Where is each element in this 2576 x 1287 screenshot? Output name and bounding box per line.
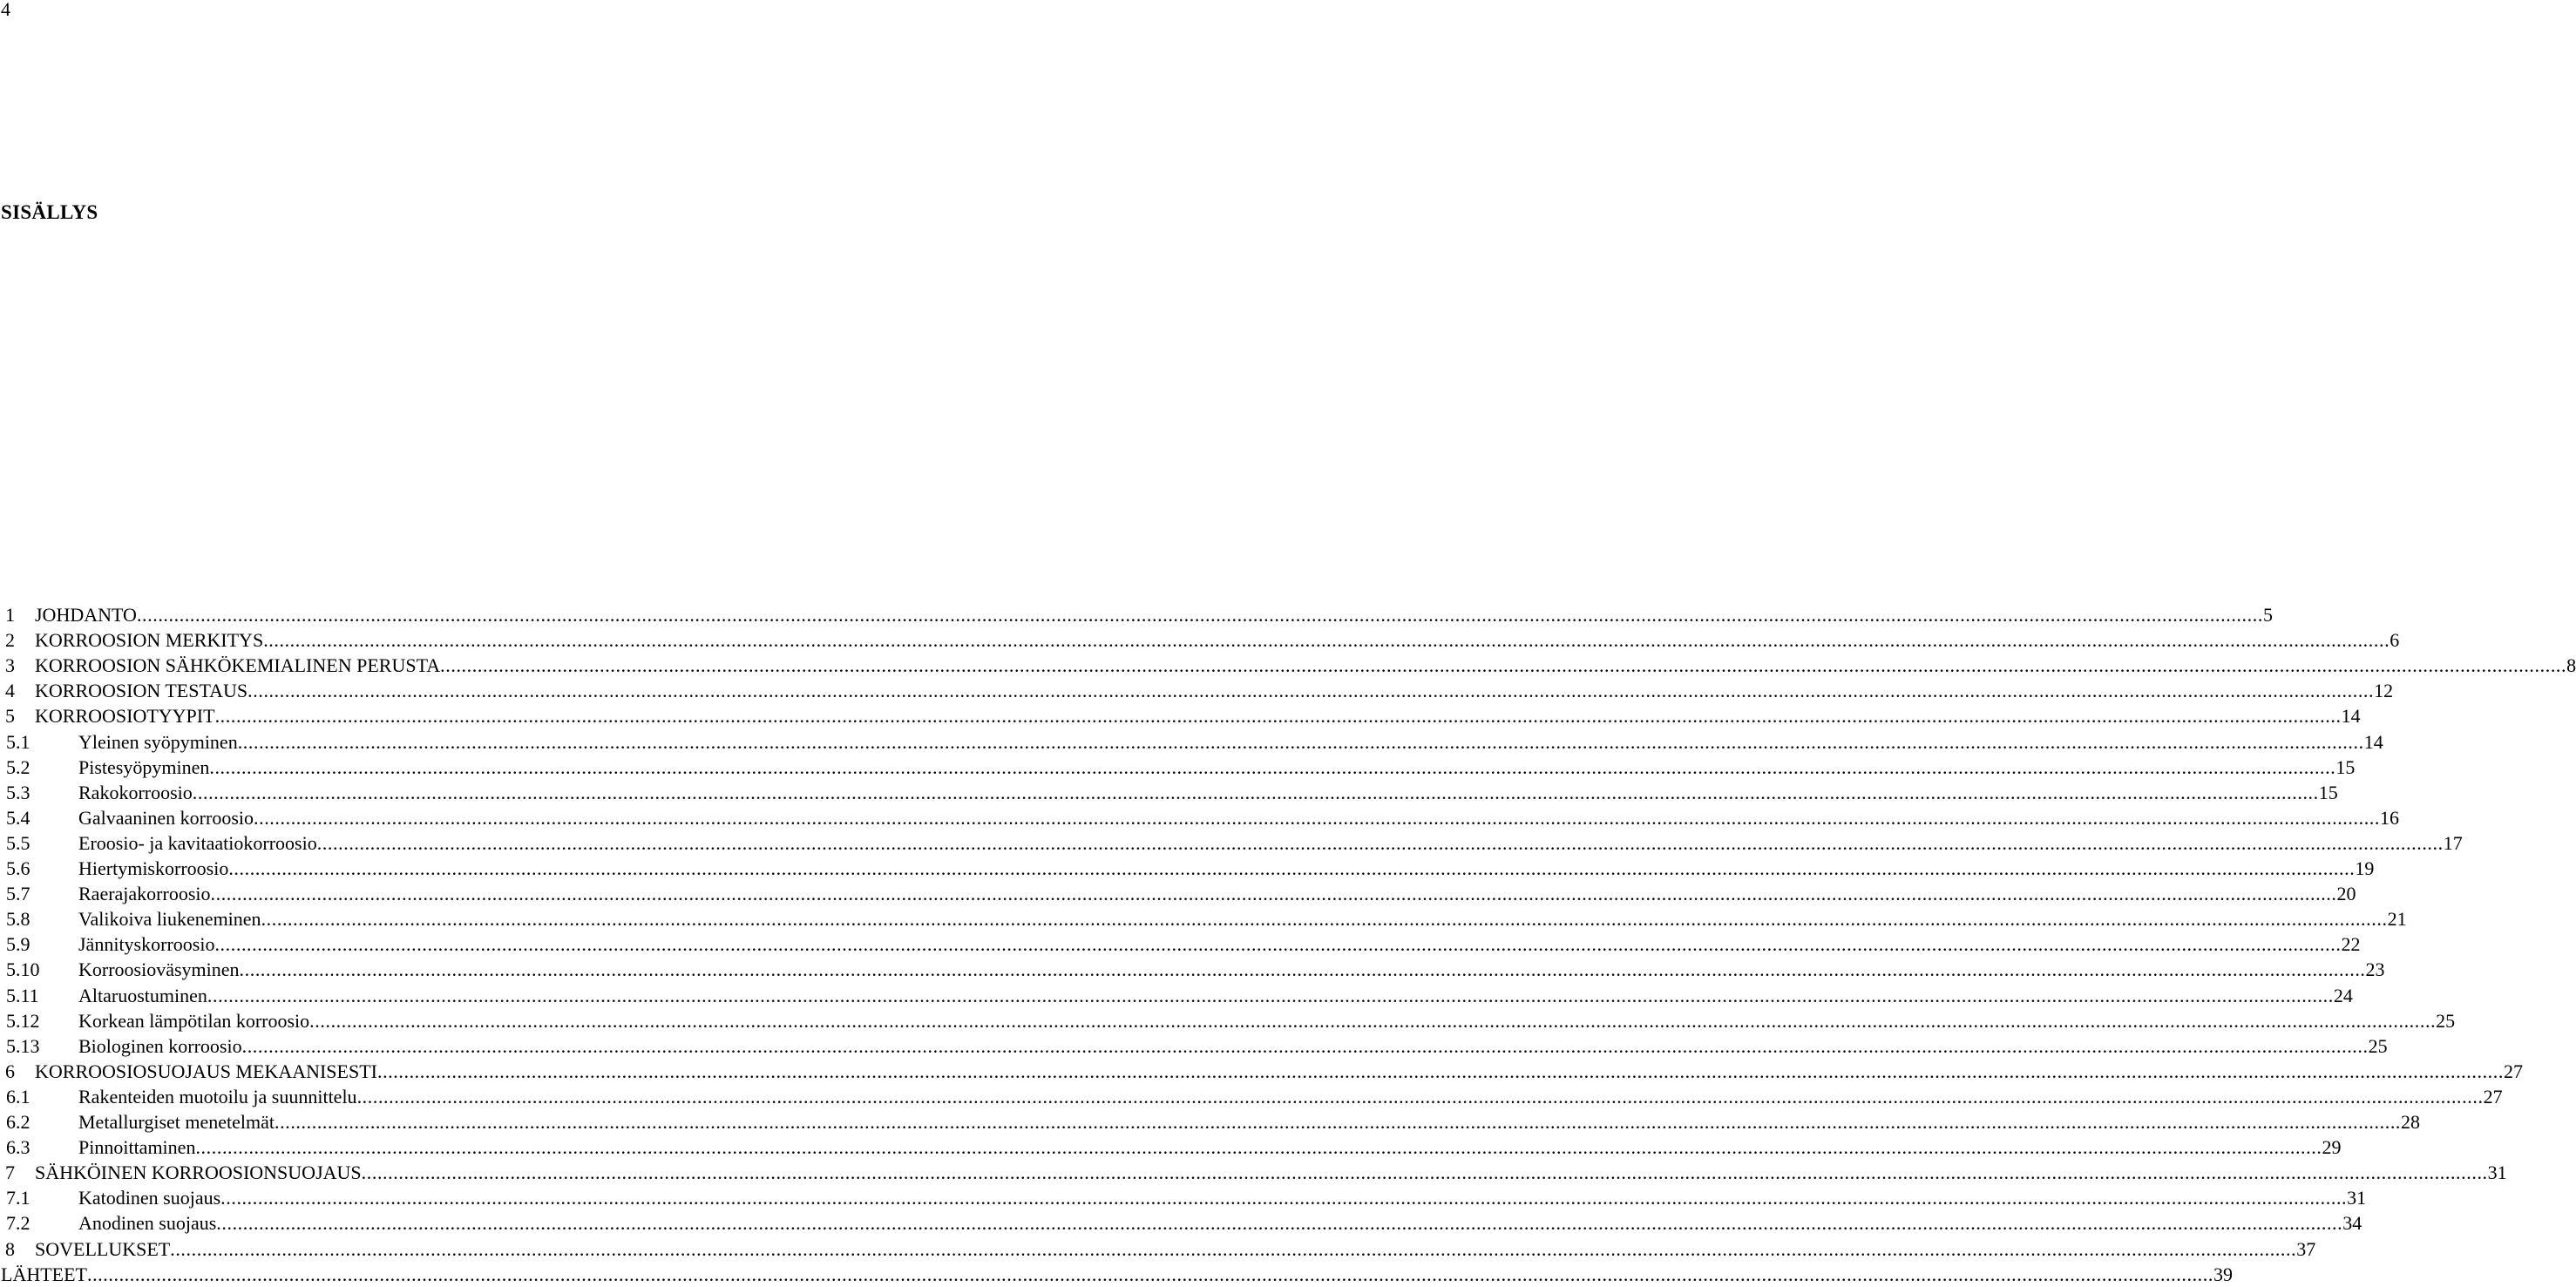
dot-leader: ................................................................................................................................................................................................................................................................................................................................................................................................................ xyxy=(440,654,2567,677)
dot-leader: ................................................................................................................................................................................................................................................................................................................................................................................................................ xyxy=(216,1212,2343,1235)
dot-leader: ................................................................................................................................................................................................................................................................................................................................................................................................................ xyxy=(241,1034,2369,1057)
toc-entry-number: 5.2 xyxy=(6,755,31,778)
page-number: 4 xyxy=(1,0,10,20)
toc-entry-number: 5.10 xyxy=(6,958,40,981)
toc-entry-page: 19 xyxy=(2355,857,2375,879)
toc-entry-label: Altaruostuminen xyxy=(78,984,207,1006)
toc-entry[interactable] xyxy=(0,983,2353,1008)
dot-leader: ................................................................................................................................................................................................................................................................................................................................................................................................................ xyxy=(275,1111,2402,1133)
toc-entry[interactable] xyxy=(0,627,2400,653)
toc-entry-label: Jännityskorroosio xyxy=(78,933,215,956)
toc-entry-label: Anodinen suojaus xyxy=(78,1212,217,1235)
toc-entry[interactable] xyxy=(0,1033,2388,1059)
dot-leader: ................................................................................................................................................................................................................................................................................................................................................................................................................ xyxy=(86,1263,2213,1285)
toc-entry-page: 21 xyxy=(2387,908,2407,931)
toc-entry[interactable] xyxy=(0,1084,2503,1109)
toc-entry[interactable] xyxy=(0,906,2407,931)
toc-entry-page: 23 xyxy=(2365,958,2385,981)
toc-entry[interactable] xyxy=(0,1262,2233,1287)
toc-entry-number: 7.1 xyxy=(6,1187,31,1209)
toc-heading: SISÄLLYS xyxy=(1,201,98,223)
toc-entry-page: 27 xyxy=(2503,1060,2523,1082)
dot-leader: ................................................................................................................................................................................................................................................................................................................................................................................................................ xyxy=(214,705,2342,728)
dot-leader: ................................................................................................................................................................................................................................................................................................................................................................................................................ xyxy=(170,1237,2297,1260)
toc-entry-page: 20 xyxy=(2336,883,2356,905)
toc-entry-page: 34 xyxy=(2342,1212,2362,1235)
toc-entry[interactable] xyxy=(0,1160,2507,1185)
toc-entry-page: 14 xyxy=(2341,705,2361,728)
toc-entry-label: Pinnoittaminen xyxy=(78,1136,196,1159)
dot-leader: ................................................................................................................................................................................................................................................................................................................................................................................................................ xyxy=(209,755,2336,778)
toc-entry-page: 12 xyxy=(2374,680,2394,702)
toc-entry-label: Raerajakorroosio xyxy=(78,883,211,905)
dot-leader: ................................................................................................................................................................................................................................................................................................................................................................................................................ xyxy=(263,629,2390,652)
toc-entry-page: 37 xyxy=(2296,1237,2316,1260)
dot-leader: ................................................................................................................................................................................................................................................................................................................................................................................................................ xyxy=(309,1009,2437,1032)
dot-leader: ................................................................................................................................................................................................................................................................................................................................................................................................................ xyxy=(316,831,2444,854)
toc-entry-number: 5.1 xyxy=(6,730,31,753)
toc-entry-number: 5.4 xyxy=(6,806,31,829)
toc-entry-page: 27 xyxy=(2483,1085,2503,1107)
toc-entry-label: Metallurgiset menetelmät xyxy=(78,1111,275,1133)
toc-entry-page: 16 xyxy=(2380,806,2399,829)
toc-entry[interactable] xyxy=(0,1135,2342,1160)
dot-leader: ................................................................................................................................................................................................................................................................................................................................................................................................................ xyxy=(254,806,2380,829)
dot-leader: ................................................................................................................................................................................................................................................................................................................................................................................................................ xyxy=(356,1085,2484,1107)
dot-leader: ................................................................................................................................................................................................................................................................................................................................................................................................................ xyxy=(210,883,2337,905)
toc-entry-page: 17 xyxy=(2443,831,2463,854)
dot-leader: ................................................................................................................................................................................................................................................................................................................................................................................................................ xyxy=(192,781,2319,803)
toc-entry-label: Korroosioväsyminen xyxy=(78,958,240,981)
toc-entry-label: KORROOSION TESTAUS xyxy=(35,680,248,702)
toc-entry[interactable] xyxy=(0,729,2383,755)
toc-entry-number: 4 xyxy=(5,680,15,702)
toc-entry[interactable] xyxy=(0,805,2399,830)
toc-entry[interactable] xyxy=(0,856,2375,881)
toc-entry-label: SOVELLUKSET xyxy=(35,1237,171,1260)
toc-entry-page: 24 xyxy=(2333,984,2353,1006)
toc-entry[interactable] xyxy=(0,780,2338,805)
toc-entry-number: 5.7 xyxy=(6,883,31,905)
dot-leader: ................................................................................................................................................................................................................................................................................................................................................................................................................ xyxy=(228,857,2356,879)
toc-entry-number: 7.2 xyxy=(6,1212,31,1235)
toc-entry-label: KORROOSIOTYYPIT xyxy=(35,705,215,728)
dot-leader: ................................................................................................................................................................................................................................................................................................................................................................................................................ xyxy=(237,730,2364,753)
toc-entry[interactable] xyxy=(0,1008,2456,1033)
toc-entry-number: 5.13 xyxy=(6,1034,40,1057)
dot-leader: ................................................................................................................................................................................................................................................................................................................................................................................................................ xyxy=(261,908,2388,931)
toc-entry-page: 31 xyxy=(2487,1162,2507,1184)
toc-entry[interactable] xyxy=(0,1210,2362,1236)
toc-entry-number: 2 xyxy=(5,629,15,652)
toc-entry[interactable] xyxy=(0,957,2385,982)
toc-entry-page: 29 xyxy=(2322,1136,2342,1159)
toc-entry-label: Yleinen syöpyminen xyxy=(78,730,238,753)
toc-entry[interactable] xyxy=(0,678,2394,703)
toc-entry-label: Korkean lämpötilan korroosio xyxy=(78,1009,310,1032)
toc-entry[interactable] xyxy=(0,1059,2523,1084)
toc-entry-number: 6.2 xyxy=(6,1111,31,1133)
dot-leader: ................................................................................................................................................................................................................................................................................................................................................................................................................ xyxy=(247,680,2375,702)
toc-entry-number: 5.5 xyxy=(6,831,31,854)
toc-entry[interactable] xyxy=(0,1109,2421,1135)
toc-entry-page: 28 xyxy=(2401,1111,2421,1133)
toc-entry-page: 15 xyxy=(2335,755,2356,778)
toc-entry-label: Hiertymiskorroosio xyxy=(78,857,229,879)
toc-entry-page: 15 xyxy=(2318,781,2338,803)
dot-leader: ................................................................................................................................................................................................................................................................................................................................................................................................................ xyxy=(136,604,2263,626)
dot-leader: ................................................................................................................................................................................................................................................................................................................................................................................................................ xyxy=(361,1162,2488,1184)
toc-entry-number: 5.12 xyxy=(6,1009,40,1032)
toc-entry-number: 5.6 xyxy=(6,857,31,879)
toc-entry-label: KORROOSION MERKITYS xyxy=(35,629,264,652)
toc-entry-page: 31 xyxy=(2347,1187,2367,1209)
toc-entry-label: Biologinen korroosio xyxy=(78,1034,242,1057)
toc-entry[interactable] xyxy=(0,653,2576,678)
toc-entry-label: Katodinen suojaus xyxy=(78,1187,221,1209)
toc-entry-number: 1 xyxy=(5,604,15,626)
dot-leader: ................................................................................................................................................................................................................................................................................................................................................................................................................ xyxy=(195,1136,2322,1159)
toc-entry[interactable] xyxy=(0,755,2356,780)
toc-entry-page: 8 xyxy=(2566,654,2576,677)
toc-entry[interactable] xyxy=(0,931,2361,957)
toc-entry[interactable] xyxy=(0,830,2463,856)
toc-entry-label: LÄHTEET xyxy=(1,1263,87,1285)
toc-entry-number: 5.3 xyxy=(6,781,31,803)
toc-entry-label: Pistesyöpyminen xyxy=(78,755,210,778)
toc-entry-label: Eroosio- ja kavitaatiokorroosio xyxy=(78,831,317,854)
toc-entry-label: KORROOSION SÄHKÖKEMIALINEN PERUSTA xyxy=(35,654,441,677)
toc-entry[interactable] xyxy=(0,703,2361,728)
toc-entry-label: SÄHKÖINEN KORROOSIONSUOJAUS xyxy=(35,1162,362,1184)
toc-entry[interactable] xyxy=(0,881,2356,906)
dot-leader: ................................................................................................................................................................................................................................................................................................................................................................................................................ xyxy=(207,984,2334,1006)
dot-leader: ................................................................................................................................................................................................................................................................................................................................................................................................................ xyxy=(214,933,2342,956)
toc-entry-label: KORROOSIOSUOJAUS MEKAANISESTI xyxy=(35,1060,377,1082)
toc-entry-number: 3 xyxy=(5,654,15,677)
toc-entry-page: 5 xyxy=(2262,604,2273,626)
toc-entry[interactable] xyxy=(0,1236,2316,1262)
toc-entry-label: Valikoiva liukeneminen xyxy=(78,908,261,931)
toc-entry-page: 22 xyxy=(2341,933,2361,956)
toc-entry-page: 25 xyxy=(2436,1009,2456,1032)
toc-entry-page: 25 xyxy=(2368,1034,2388,1057)
toc-entry-label: Galvaaninen korroosio xyxy=(78,806,254,829)
toc-entry-number: 5.8 xyxy=(6,908,31,931)
toc-entry-label: JOHDANTO xyxy=(35,604,137,626)
toc-entry-number: 6.3 xyxy=(6,1136,31,1159)
dot-leader: ................................................................................................................................................................................................................................................................................................................................................................................................................ xyxy=(220,1187,2348,1209)
toc-entry-page: 39 xyxy=(2213,1263,2233,1285)
toc-entry-page: 6 xyxy=(2390,629,2400,652)
toc-entry-number: 6 xyxy=(5,1060,15,1082)
toc-entry-number: 5.11 xyxy=(6,984,39,1006)
toc-entry-number: 6.1 xyxy=(6,1085,31,1107)
toc-entry-page: 14 xyxy=(2363,730,2383,753)
toc-entry-number: 8 xyxy=(5,1237,15,1260)
toc-entry-label: Rakokorroosio xyxy=(78,781,193,803)
toc-entry[interactable] xyxy=(0,1185,2367,1210)
toc-entry[interactable] xyxy=(0,602,2273,627)
dot-leader: ................................................................................................................................................................................................................................................................................................................................................................................................................ xyxy=(239,958,2366,981)
toc-entry-number: 5.9 xyxy=(6,933,31,956)
dot-leader: ................................................................................................................................................................................................................................................................................................................................................................................................................ xyxy=(376,1060,2504,1082)
toc-entry-label: Rakenteiden muotoilu ja suunnittelu xyxy=(78,1085,357,1107)
toc-entry-number: 7 xyxy=(5,1162,15,1184)
toc-entry-number: 5 xyxy=(5,705,15,728)
